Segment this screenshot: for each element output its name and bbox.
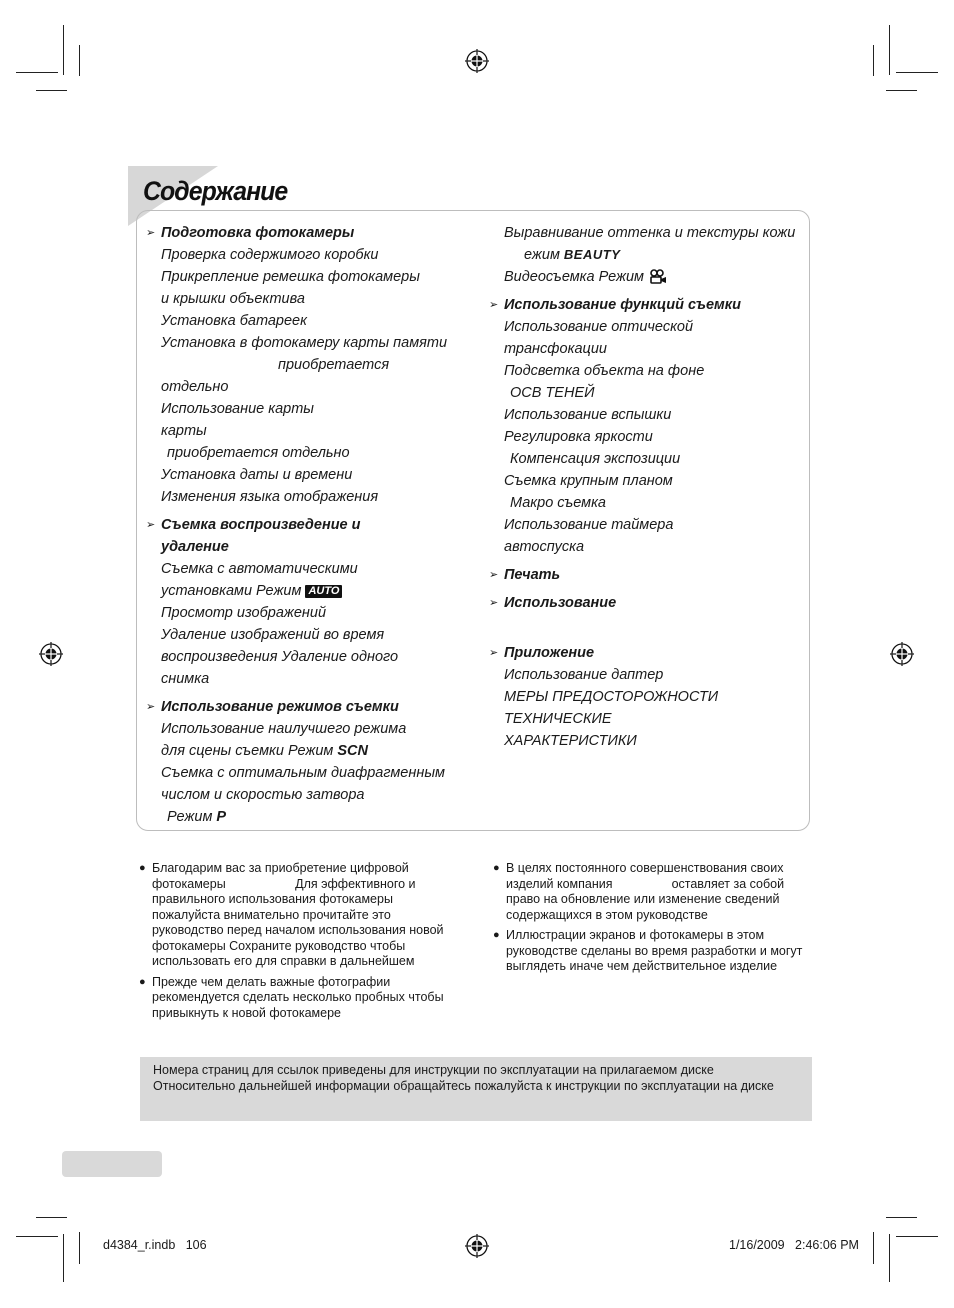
auto-mode-icon: AUTO: [305, 585, 342, 598]
toc-section-heading[interactable]: [489, 564, 809, 586]
crop-mark: [63, 25, 64, 75]
crop-mark: [36, 1217, 67, 1218]
arrow-icon: ➢: [146, 519, 156, 531]
crop-mark: [896, 1236, 938, 1237]
toc-heading-text: Использование функций съемки: [504, 297, 741, 313]
note-line: содержащихся в этом руководстве: [506, 907, 708, 922]
note-item: [492, 861, 822, 923]
toc-heading-text: Приложение: [504, 645, 595, 661]
toc-section: [489, 294, 809, 558]
toc-heading-text: Использование: [504, 595, 617, 611]
p-mode-icon: P: [216, 809, 227, 825]
toc-item[interactable]: карты: [161, 423, 207, 439]
toc-item[interactable]: Использование оптической: [504, 319, 694, 335]
toc-section-heading[interactable]: [489, 592, 809, 614]
toc-item[interactable]: [146, 740, 466, 762]
toc-section-heading[interactable]: [146, 696, 466, 718]
crop-mark: [889, 25, 890, 75]
toc-section-heading[interactable]: [146, 222, 466, 244]
toc-item[interactable]: трансфокации: [504, 341, 607, 357]
toc-item[interactable]: автоспуска: [504, 539, 585, 555]
toc-item[interactable]: Прикрепление ремешка фотокамеры: [161, 269, 420, 285]
note-line: руководство перед началом использования новой: [152, 923, 444, 937]
toc-item[interactable]: ТЕХНИЧЕСКИЕ: [504, 711, 612, 727]
toc-section-heading[interactable]: [489, 294, 809, 316]
toc-item[interactable]: Просмотр изображений: [161, 605, 327, 621]
info-line: Номера страниц для ссылок приведены для инструкции по эксплуатации на прилагаемом диске: [153, 1063, 714, 1077]
note-line: использовать его для справки в дальнейшем: [152, 954, 415, 968]
toc-item[interactable]: Проверка содержимого коробки: [161, 247, 379, 263]
note-line: рекомендуется сделать несколько пробных чтобы: [152, 990, 444, 1004]
toc-item[interactable]: Установка батареек: [161, 313, 307, 329]
toc-section-heading[interactable]: [146, 514, 466, 536]
note-line: фотокамеры Сохраните руководство чтобы: [152, 938, 406, 953]
toc-item[interactable]: Подсветка объекта на фоне: [504, 363, 705, 379]
movie-camera-icon: [648, 269, 668, 285]
toc-item-text: Режим: [167, 809, 213, 825]
toc-item[interactable]: Использование наилучшего режима: [161, 721, 407, 737]
note-line: руководстве сделаны во время разработки и могут: [506, 943, 803, 958]
toc-section-heading-cont[interactable]: удаление: [161, 539, 229, 555]
toc-heading-text: Съемка воспроизведение и: [161, 517, 361, 533]
crop-mark: [16, 1236, 58, 1237]
toc-section: [146, 514, 466, 690]
toc-item[interactable]: МЕРЫ ПРЕДОСТОРОЖНОСТИ: [504, 689, 719, 705]
toc-item[interactable]: [146, 806, 466, 828]
toc-item[interactable]: Съемка с оптимальным диафрагменным: [161, 765, 445, 781]
toc-item[interactable]: Регулировка яркости: [504, 429, 653, 445]
arrow-icon: ➢: [489, 597, 499, 609]
toc-item-text: ежим: [524, 247, 560, 263]
arrow-icon: ➢: [489, 299, 499, 311]
note-line: правильного использования фотокамеры: [152, 892, 393, 906]
toc-section: [146, 222, 466, 508]
toc-item[interactable]: воспроизведения Удаление одного: [161, 649, 399, 665]
crop-mark: [16, 72, 58, 73]
crop-mark: [79, 1232, 80, 1264]
registration-mark-icon: [465, 1234, 489, 1258]
toc-item-text: для сцены съемки Режим: [161, 743, 334, 759]
toc-item[interactable]: ХАРАКТЕРИСТИКИ: [504, 733, 637, 749]
crop-mark: [873, 1232, 874, 1264]
toc-item[interactable]: Использование вспышки: [504, 407, 672, 423]
registration-mark-icon: [465, 49, 489, 73]
toc-left-column: [146, 222, 466, 834]
beauty-mode-icon: BEAUTY: [563, 247, 621, 262]
crop-mark: [79, 45, 80, 76]
note-line: В целях постоянного совершенствования своих: [506, 861, 784, 875]
crop-mark: [63, 1234, 64, 1282]
toc-item[interactable]: Использование карты: [161, 401, 314, 417]
toc-section: [489, 642, 809, 752]
note-line: Прежде чем делать важные фотографии: [152, 974, 391, 989]
toc-heading-text: Печать: [504, 567, 561, 583]
note-item: [492, 928, 822, 975]
toc-section-heading[interactable]: [489, 642, 809, 664]
toc-heading-text: Использование режимов съемки: [161, 699, 399, 715]
crop-mark: [896, 72, 938, 73]
toc-section: [146, 696, 466, 828]
crop-mark: [873, 45, 874, 76]
bullet-icon: ●: [139, 975, 146, 988]
toc-item[interactable]: Съемка с автоматическими: [161, 561, 358, 577]
toc-item[interactable]: приобретается: [278, 357, 390, 373]
toc-item[interactable]: числом и скоростью затвора: [161, 787, 365, 803]
arrow-icon: ➢: [146, 227, 156, 239]
crop-mark: [36, 90, 67, 91]
arrow-icon: ➢: [489, 569, 499, 581]
note-line: привыкнуть к новой фотокамере: [152, 1005, 342, 1020]
crop-mark: [886, 1217, 917, 1218]
toc-section: [489, 592, 809, 614]
toc-item-text: Видеосъемка Режим: [504, 269, 644, 285]
bullet-icon: ●: [493, 862, 500, 874]
toc-item[interactable]: Установка в фотокамеру карты памяти: [161, 335, 448, 351]
note-item: [138, 861, 468, 970]
note-line: право на обновление или изменение сведений: [506, 892, 780, 906]
toc-item[interactable]: Компенсация экспозиции: [510, 451, 681, 467]
notes-right: [492, 861, 822, 980]
toc-item[interactable]: Выравнивание оттенка и текстуры кожи: [504, 225, 796, 241]
crop-mark: [889, 1234, 890, 1282]
arrow-icon: ➢: [146, 701, 156, 713]
note-line: изделий компания оставляет за собой: [506, 876, 785, 891]
note-line: фотокамеры Для эффективного и: [152, 876, 416, 891]
toc-item[interactable]: [146, 580, 466, 602]
registration-mark-icon: [39, 642, 63, 666]
toc-item[interactable]: приобретается отдельно: [167, 445, 350, 461]
toc-item[interactable]: Изменения языка отображения: [161, 489, 379, 505]
page-title: Содержание: [143, 176, 288, 206]
note-item: [138, 975, 468, 1022]
bullet-icon: ●: [493, 929, 500, 941]
toc-item[interactable]: и крышки объектива: [161, 291, 305, 307]
toc-item[interactable]: снимка: [161, 671, 210, 687]
crop-mark: [886, 90, 917, 91]
toc-item[interactable]: отдельно: [161, 379, 229, 395]
arrow-icon: ➢: [489, 647, 499, 659]
toc-item[interactable]: ОСВ ТЕНЕЙ: [510, 385, 595, 401]
toc-item[interactable]: [489, 266, 809, 288]
info-box: [140, 1057, 812, 1121]
toc-section: [489, 564, 809, 586]
toc-item[interactable]: Установка даты и времени: [161, 467, 353, 483]
scn-mode-icon: SCN: [337, 743, 369, 759]
registration-mark-icon: [890, 642, 914, 666]
toc-heading-text: Подготовка фотокамеры: [161, 225, 355, 241]
footer-datetime: 1/16/2009 2:46:06 PM: [729, 1238, 859, 1252]
toc-right-column: [489, 222, 809, 758]
toc-item[interactable]: Использование таймера: [504, 517, 674, 533]
note-line: Иллюстрации экранов и фотокамеры в этом: [506, 928, 765, 942]
notes-left: [138, 861, 468, 1026]
toc-item-text: установками Режим: [161, 583, 302, 599]
note-line: выглядеть иначе чем действительное изделие: [506, 959, 778, 973]
toc-item[interactable]: Макро съемка: [510, 495, 606, 511]
note-line: пожалуйста внимательно прочитайте это: [152, 907, 391, 922]
bullet-icon: ●: [139, 862, 146, 874]
toc-item[interactable]: [489, 244, 809, 266]
note-line: Благодарим вас за приобретение цифровой: [152, 861, 409, 875]
page-number-tab: [62, 1151, 162, 1177]
toc-item[interactable]: Съемка крупным планом: [504, 473, 673, 489]
toc-item[interactable]: Использование даптер: [504, 667, 664, 683]
info-line: Относительно дальнейшей информации обращайтесь пожалуйста к инструкции по эксплуатации на диске: [153, 1078, 774, 1093]
toc-item[interactable]: Удаление изображений во время: [161, 627, 385, 643]
footer-file: d4384_r.indb 106: [103, 1238, 207, 1252]
toc-section: [489, 222, 809, 288]
